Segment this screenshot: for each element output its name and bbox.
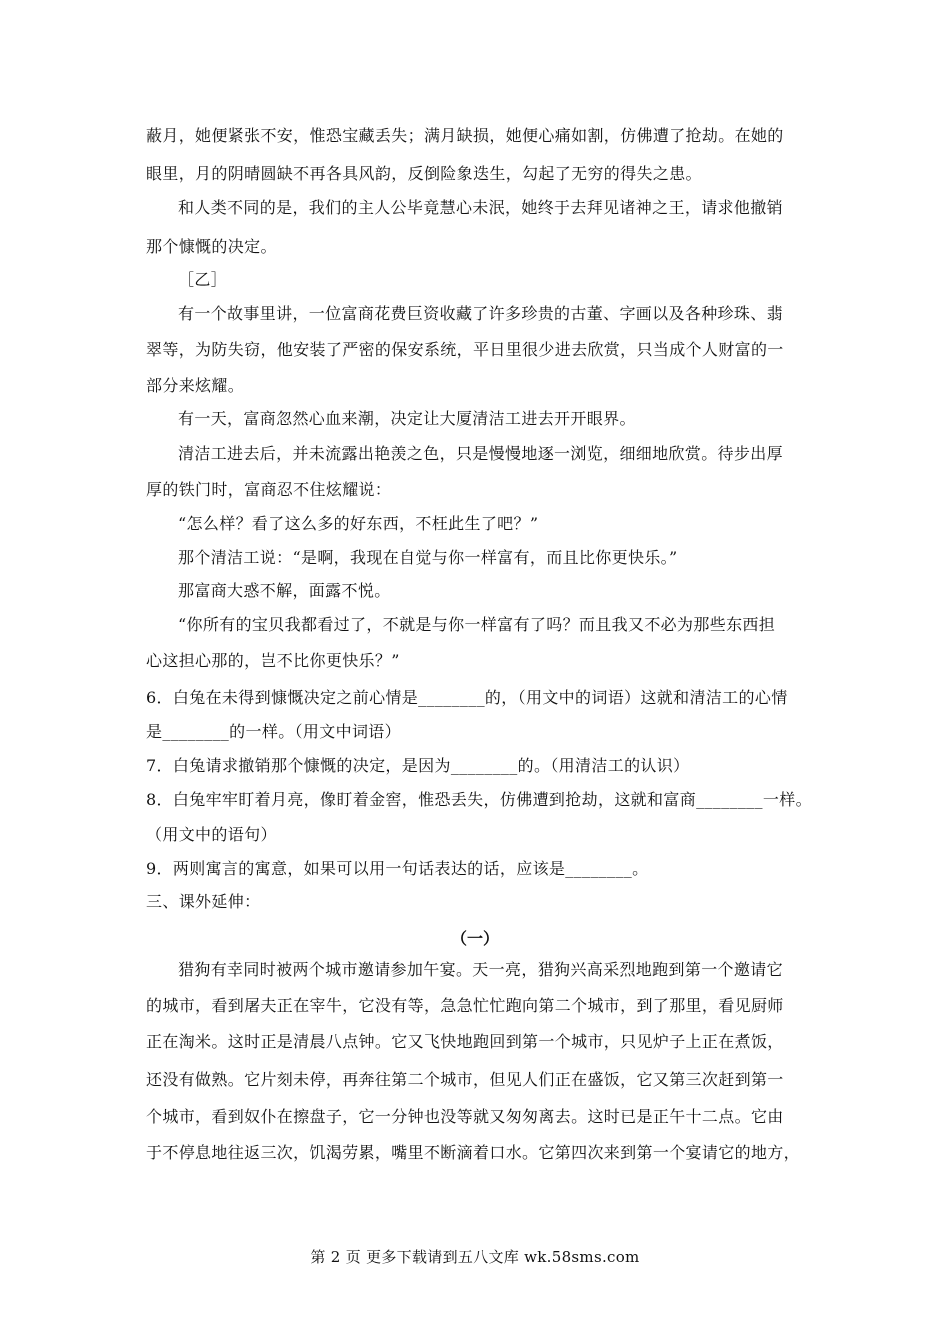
section-label: ［乙］ xyxy=(178,270,228,289)
text-line: 有一个故事里讲，一位富商花费巨资收藏了许多珍贵的古董、字画以及各种珍珠、翡 xyxy=(178,304,783,323)
text-line: 部分来炫耀。 xyxy=(146,376,245,395)
text-line: “怎么样？看了这么多的好东西，不枉此生了吧？” xyxy=(178,514,539,533)
question-6: 6．白兔在未得到慷慨决定之前心情是________的，（用文中的词语）这就和清洁工的心情 xyxy=(146,688,788,707)
question-8-cont: （用文中的语句） xyxy=(146,825,277,844)
text-line: 个城市，看到奴仆在擦盘子，它一分钟也没等就又匆匆离去。这时已是正午十二点。它由 xyxy=(146,1107,784,1126)
text-line: 有一天，富商忽然心血来潮，决定让大厦清洁工进去开开眼界。 xyxy=(178,409,636,428)
text-line: 蔽月，她便紧张不安，惟恐宝藏丢失；满月缺损，她便心痛如割，仿佛遭了抢劫。在她的 xyxy=(146,126,784,145)
text-line: 和人类不同的是，我们的主人公毕竟慧心未泯，她终于去拜见诸神之王，请求他撤销 xyxy=(178,198,783,217)
text-line: 于不停息地往返三次，饥渴劳累，嘴里不断滴着口水。它第四次来到第一个宴请它的地方， xyxy=(146,1143,801,1162)
text-line: 翠等，为防失窃，他安装了严密的保安系统，平日里很少进去欣赏，只当成个人财富的一 xyxy=(146,340,784,359)
text-line: 的城市，看到屠夫正在宰牛，它没有等，急急忙忙跑向第二个城市，到了那里，看见厨师 xyxy=(146,996,784,1015)
question-7: 7．白兔请求撤销那个慷慨的决定，是因为________的。（用清洁工的认识） xyxy=(146,756,690,775)
question-9: 9．两则寓言的寓意，如果可以用一句话表达的话，应该是________。 xyxy=(146,859,649,878)
question-6-cont: 是________的一样。（用文中词语） xyxy=(146,722,402,741)
text-line: 猎狗有幸同时被两个城市邀请参加午宴。天一亮，猎狗兴高采烈地跑到第一个邀请它 xyxy=(178,960,783,979)
text-line: “你所有的宝贝我都看过了，不就是与你一样富有了吗？而且我又不必为那些东西担 xyxy=(178,615,776,634)
text-line: 那富商大惑不解，面露不悦。 xyxy=(178,581,391,600)
page-footer: 第 2 页 更多下载请到五八文库 wk.58sms.com xyxy=(310,1248,640,1266)
text-line: 厚的铁门时，富商忍不住炫耀说： xyxy=(146,480,392,499)
text-line: 眼里，月的阴晴圆缺不再各具风韵，反倒险象迭生，勾起了无穷的得失之患。 xyxy=(146,164,702,183)
text-line: 那个慷慨的决定。 xyxy=(146,237,277,256)
text-line: 还没有做熟。它片刻未停，再奔往第二个城市，但见人们正在盛饭，它又第三次赶到第一 xyxy=(146,1070,784,1089)
question-8: 8．白兔牢牢盯着月亮，像盯着金窖，惟恐丢失，仿佛遭到抢劫，这就和富商________一样。 xyxy=(146,790,812,809)
text-line: 心这担心那的，岂不比你更快乐？” xyxy=(146,651,400,670)
sub-heading: （一） xyxy=(450,929,499,948)
text-line: 清洁工进去后，并未流露出艳羡之色，只是慢慢地逐一浏览，细细地欣赏。待步出厚 xyxy=(178,444,783,463)
section-title: 三、课外延伸： xyxy=(146,892,261,911)
text-line: 那个清洁工说：“是啊，我现在自觉与你一样富有，而且比你更快乐。” xyxy=(178,548,678,567)
text-line: 正在淘米。这时正是清晨八点钟。它又飞快地跑回到第一个城市，只见炉子上正在煮饭， xyxy=(146,1032,784,1051)
